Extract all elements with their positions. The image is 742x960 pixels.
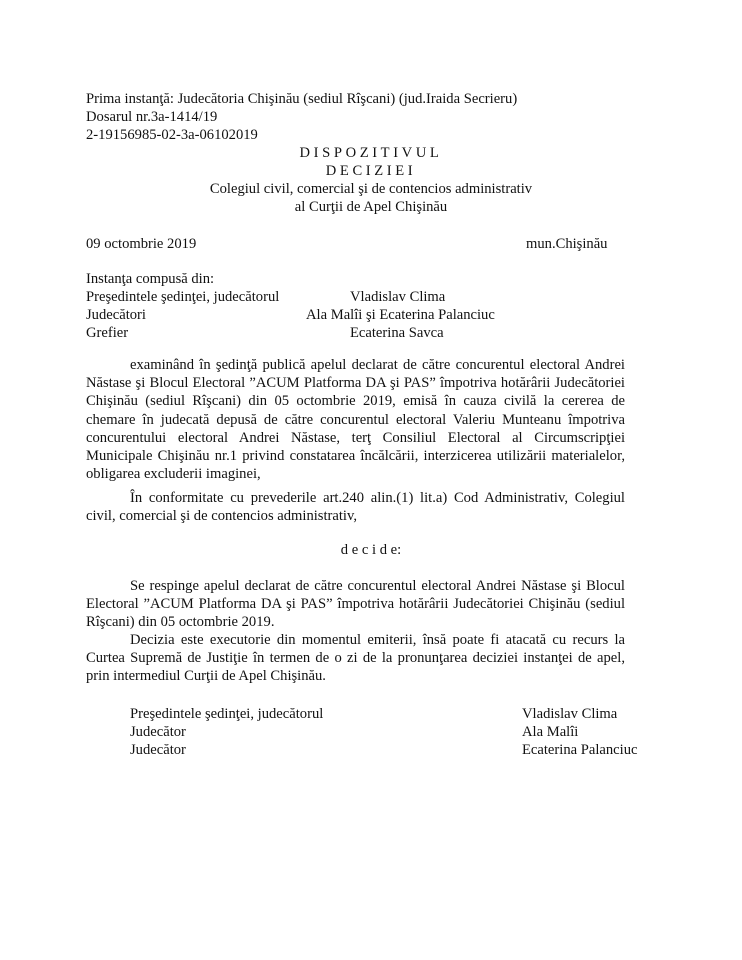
document-title: DISPOZITIVUL	[299, 145, 443, 161]
composition-role: Preşedintele şedinţei, judecătorul	[86, 289, 280, 305]
signature-name: Ala Malîi	[522, 724, 579, 740]
signature-name: Ecaterina Palanciuc	[522, 742, 638, 758]
signature-role: Judecător	[130, 724, 186, 740]
composition-role: Judecători	[86, 307, 146, 323]
first-instance-line: Prima instanţă: Judecătoria Chişinău (sediul Rîşcani) (jud.Iraida Secrieru)	[86, 91, 518, 107]
court-name-line1: Colegiul civil, comercial şi de contencios administrativ	[209, 181, 533, 197]
signature-role: Preşedintele şedinţei, judecătorul	[130, 706, 324, 722]
document-subtitle: DECIZIEI	[325, 163, 417, 179]
case-identifier: 2-19156985-02-3a-06102019	[86, 127, 258, 143]
composition-name: Ala Malîi şi Ecaterina Palanciuc	[306, 307, 495, 323]
case-number: Dosarul nr.3a-1414/19	[86, 109, 218, 125]
body-paragraph-appeal-info: Decizia este executorie din momentul emiterii, însă poate fi atacată cu recurs la Curtea Supremă de Justiţie în termen de o zi de la pronunţarea deciziei instanţei de apel, prin intermediul Curţii de Apel Chişinău.	[86, 632, 625, 685]
decide-heading: d e c i d e:	[340, 542, 402, 558]
composition-role: Grefier	[86, 325, 129, 341]
decision-place: mun.Chişinău	[526, 236, 608, 252]
composition-name: Ecaterina Savca	[350, 325, 444, 341]
signature-name: Vladislav Clima	[522, 706, 618, 722]
court-name-line2: al Curţii de Apel Chişinău	[294, 199, 448, 215]
body-paragraph-ruling: Se respinge apelul declarat de către concurentul electoral Andrei Năstase şi Blocul Electoral ”ACUM Platforma DA şi PAS” împotriva hotărârii Judecătoriei Chişinău (sediul Rîşcani) din 05 octombrie 2019.	[86, 578, 625, 631]
body-paragraph-examination: examinând în şedinţă publică apelul declarat de către concurentul electoral Andrei Năstase şi Blocul Electoral ”ACUM Platforma DA şi PAS” împotriva hotărârii Judecătoriei Chişinău (sediul Rîşcani) din 05 octombrie 2019, emisă în cauza civilă la cererea de chemare în judecată depusă de către concurentul electoral Valeriu Munteanu împotriva concurentului electoral Andrei Năstase, terţ Consiliul Electoral al Circumscripţiei Municipale Chişinău nr.1 privind constatarea încălcării, interzicerea utilizării materialelor, obligarea excluderii imaginei,	[86, 357, 625, 483]
body-paragraph-legal-basis: În conformitate cu prevederile art.240 alin.(1) lit.a) Cod Administrativ, Colegiul civil, comercial şi de contencios administrativ,	[86, 490, 625, 525]
signature-role: Judecător	[130, 742, 186, 758]
decision-date: 09 octombrie 2019	[86, 236, 197, 252]
composition-intro: Instanţa compusă din:	[86, 271, 215, 287]
composition-name: Vladislav Clima	[350, 289, 446, 305]
